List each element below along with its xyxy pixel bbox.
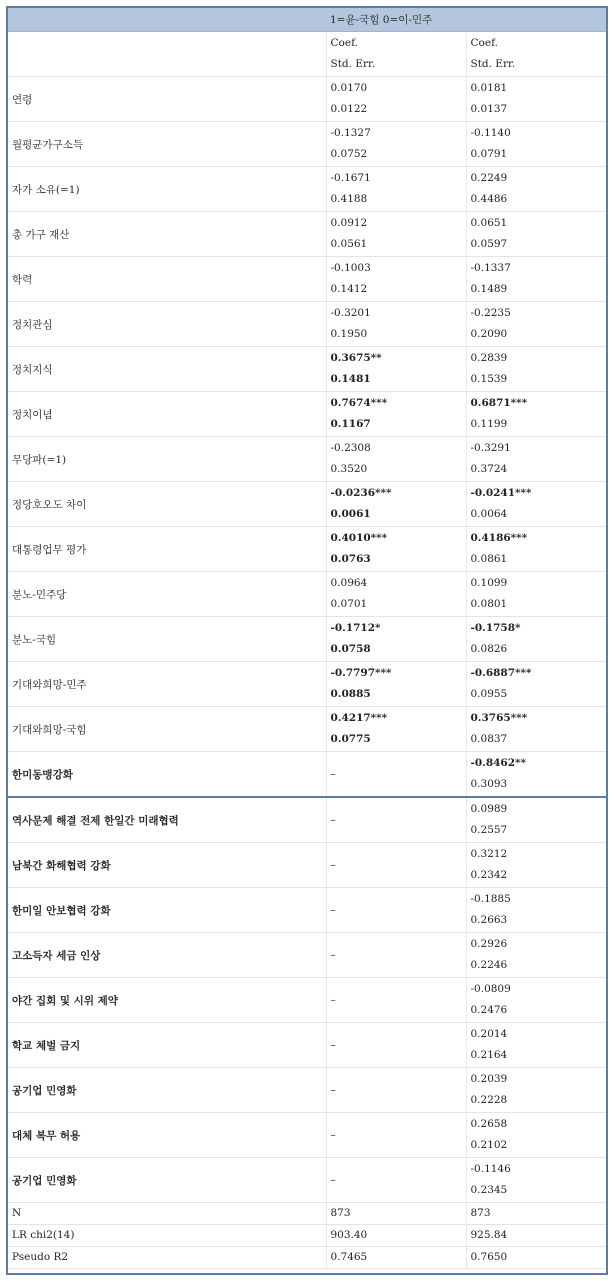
table-row [8,482,606,527]
model1-values [331,261,466,297]
coefficient-value: 0.3765*** [470,712,528,724]
model1-stat-value: 0.7465 [326,1247,466,1269]
not-included-dash: – [330,994,336,1006]
model2-values [471,621,607,657]
variable-label: 무당파(=1) [8,437,326,482]
coefficient-value: -0.7797*** [330,667,392,679]
std-error-value: 0.1412 [330,283,368,295]
model2-cell [466,77,606,122]
model2-values [471,531,607,567]
regression-table-frame [6,6,608,1275]
model2-values [471,261,607,297]
table-row [8,617,606,662]
table-row [8,797,606,843]
table-row [8,212,606,257]
coefficient-value: -0.6887*** [470,667,532,679]
model2-cell [466,437,606,482]
variable-label: 공기업 민영화 [8,1158,326,1203]
variable-label: 남북간 화해협력 강화 [8,843,326,888]
regression-table [8,8,606,1269]
model2-values [471,1072,607,1108]
std-error-value: 0.0122 [330,103,368,115]
std-error-value: 0.1539 [470,373,508,385]
coefficient-value: -0.8462** [470,757,527,769]
coefficient-value: 0.2014 [470,1028,508,1040]
coefficient-value: 0.3675** [330,352,382,364]
table-row [8,167,606,212]
table-row [8,347,606,392]
dependent-variable-header: 1=윤-국힘 0=이-민주 [326,8,606,32]
variable-label: 분노-국힘 [8,617,326,662]
coefficient-value: -0.3291 [470,442,511,454]
model1-stat-value: 873 [326,1203,466,1225]
variable-label: 기대와희망-민주 [8,662,326,707]
std-error-value: 0.2246 [470,959,508,971]
variable-label: 대통령업무 평가 [8,527,326,572]
table-row [8,1023,606,1068]
model2-cell [466,752,606,798]
std-error-value: 0.0701 [330,598,368,610]
model2-values [471,486,607,522]
variable-label: 정치지식 [8,347,326,392]
variable-label: 총 가구 재산 [8,212,326,257]
std-error-value: 0.0064 [470,508,508,520]
variable-label: 한미동맹강화 [8,752,326,798]
model1-cell [326,1068,466,1113]
not-included-dash: – [330,1129,336,1141]
table-row [8,1068,606,1113]
std-error-value: 0.0763 [330,553,371,565]
model2-values [471,802,607,838]
coefficient-value: -0.1003 [330,262,371,274]
coefficient-value: 0.2839 [470,352,508,364]
model2-stat-value: 925.84 [466,1225,606,1247]
stat-label: Pseudo R2 [8,1247,326,1269]
table-row [8,662,606,707]
std-error-value: 0.0561 [330,238,368,250]
coefficient-value: 0.0651 [470,217,508,229]
coefficient-value: -0.0236*** [330,487,392,499]
not-included-dash: – [330,1084,336,1096]
variable-label: 고소득자 세금 인상 [8,933,326,978]
std-error-value: 0.4486 [470,193,508,205]
model2-cell [466,662,606,707]
model1-values [331,306,466,342]
model2-values [471,351,607,387]
model1-values [331,126,466,162]
coefficient-value: -0.1140 [470,127,511,139]
model1-cell [326,302,466,347]
model1-cell [326,662,466,707]
model2-cell [466,888,606,933]
not-included-dash: – [330,859,336,871]
not-included-dash: – [330,949,336,961]
model2-cell [466,572,606,617]
model1-values [331,441,466,477]
model2-cell [466,257,606,302]
coefficient-value: 0.0989 [470,803,508,815]
model1-values [331,711,466,747]
model2-values [471,892,607,928]
std-error-value: 0.2102 [470,1139,508,1151]
table-row [8,122,606,167]
model2-values [471,216,607,252]
coefficient-value: 0.4217*** [330,712,388,724]
coefficient-value: 0.3212 [470,848,508,860]
variable-label: 대체 복무 허용 [8,1113,326,1158]
std-error-value: 0.0752 [330,148,368,160]
model1-values [331,486,466,522]
model1-cell [326,1113,466,1158]
std-error-value: 0.0826 [470,643,508,655]
model1-column-header [326,32,466,77]
std-error-value: 0.2342 [470,869,508,881]
model1-cell [326,888,466,933]
std-error-value: 0.0758 [330,643,371,655]
model1-cell [326,212,466,257]
coefficient-value: -0.1146 [470,1163,511,1175]
model2-values [471,576,607,612]
stat-row [8,1203,606,1225]
model2-values [471,937,607,973]
std-error-value: 0.0861 [470,553,508,565]
std-error-value: 0.0597 [470,238,508,250]
std-error-value: 0.2090 [470,328,508,340]
model2-cell [466,482,606,527]
stat-label: N [8,1203,326,1225]
model1-values [331,621,466,657]
table-row [8,437,606,482]
std-error-value: 0.3724 [470,463,508,475]
table-row [8,888,606,933]
table-row [8,978,606,1023]
std-error-value: 0.0837 [470,733,508,745]
std-error-value: 0.0061 [330,508,371,520]
coefficient-value: 0.6871*** [470,397,528,409]
model2-values [471,982,607,1018]
std-error-value: 0.1950 [330,328,368,340]
table-row [8,752,606,798]
variable-label: 야간 집회 및 시위 제약 [8,978,326,1023]
model2-cell [466,617,606,662]
model1-values [331,171,466,207]
table-row [8,392,606,437]
model1-cell [326,797,466,843]
model2-cell [466,167,606,212]
std-error-value: 0.1489 [470,283,508,295]
std-error-value: 0.0791 [470,148,508,160]
model1-values [331,666,466,702]
table-row [8,1113,606,1158]
table-row [8,572,606,617]
std-error-value: 0.0137 [470,103,508,115]
variable-label: 정치이념 [8,392,326,437]
table-row [8,527,606,572]
coefficient-value: -0.1671 [330,172,371,184]
model1-stat-value: 903.40 [326,1225,466,1247]
variable-label: 정당호오도 차이 [8,482,326,527]
coefficient-value: -0.1885 [470,893,511,905]
model2-cell [466,1158,606,1203]
coefficient-value: 0.0912 [330,217,368,229]
coefficient-value: 0.2249 [470,172,508,184]
table-row [8,707,606,752]
coefficient-value: 0.0964 [330,577,368,589]
model1-values [331,396,466,432]
model1-cell [326,572,466,617]
coefficient-value: -0.3201 [330,307,371,319]
model2-values [471,441,607,477]
not-included-dash: – [330,904,336,916]
variable-label: 한미일 안보협력 강화 [8,888,326,933]
model1-values [331,531,466,567]
model2-cell [466,933,606,978]
coefficient-value: -0.0241*** [470,487,532,499]
std-error-value: 0.2164 [470,1049,508,1061]
table-subheader-row [8,32,606,77]
std-error-value: 0.2663 [470,914,508,926]
coefficient-value: -0.2235 [470,307,511,319]
header-empty-cell [8,8,326,32]
variable-label: 공기업 민영화 [8,1068,326,1113]
subheader-empty-cell [8,32,326,77]
model1-cell [326,527,466,572]
std-error-value: 0.0775 [330,733,371,745]
std-error-value: 0.2476 [470,1004,508,1016]
model1-cell [326,77,466,122]
model2-values [471,81,607,117]
model2-cell [466,797,606,843]
model1-cell [326,167,466,212]
model2-values [471,126,607,162]
model1-cell [326,617,466,662]
std-error-value: 0.2557 [470,824,508,836]
std-error-value: 0.0885 [330,688,371,700]
stat-label: LR chi2(14) [8,1225,326,1247]
table-row [8,257,606,302]
table-row [8,77,606,122]
model2-values [471,396,607,432]
model2-cell [466,212,606,257]
model2-values [471,711,607,747]
not-included-dash: – [330,1174,336,1186]
coefficient-value: 0.7674*** [330,397,388,409]
stat-row [8,1225,606,1247]
std-error-value: 0.1199 [470,418,508,430]
model2-cell [466,302,606,347]
table-header-row [8,8,606,32]
model1-values [331,216,466,252]
model2-cell [466,707,606,752]
model2-column-header [466,32,606,77]
coefficient-value: -0.0809 [470,983,511,995]
std-error-value: 0.2228 [470,1094,508,1106]
coefficient-value: -0.2308 [330,442,371,454]
model1-cell [326,122,466,167]
std-error-value: 0.3520 [330,463,368,475]
model1-cell [326,392,466,437]
coefficient-value: 0.1099 [470,577,508,589]
coef-header: Coef. [330,37,358,49]
model1-cell [326,347,466,392]
variable-label: 월평균가구소득 [8,122,326,167]
table-row [8,302,606,347]
not-included-dash: – [330,814,336,826]
model2-cell [466,1068,606,1113]
model2-values [471,756,607,792]
std-error-value: 0.3093 [470,778,508,790]
model2-cell [466,392,606,437]
stderr-header: Std. Err. [470,58,516,70]
model2-values [471,666,607,702]
model1-cell [326,1023,466,1068]
model2-cell [466,843,606,888]
variable-label: 정치관심 [8,302,326,347]
model2-cell [466,978,606,1023]
model1-cell [326,843,466,888]
model2-cell [466,122,606,167]
table-row [8,843,606,888]
not-included-dash: – [330,768,336,780]
model1-cell [326,978,466,1023]
variable-label: 학력 [8,257,326,302]
model1-values [331,351,466,387]
table-row [8,1158,606,1203]
model1-values [331,81,466,117]
model2-values [471,847,607,883]
not-included-dash: – [330,1039,336,1051]
coefficient-value: 0.2658 [470,1118,508,1130]
std-error-value: 0.4188 [330,193,368,205]
coefficient-value: 0.2926 [470,938,508,950]
model1-cell [326,707,466,752]
coefficient-value: 0.0181 [470,82,508,94]
coefficient-value: 0.4010*** [330,532,388,544]
coefficient-value: -0.1327 [330,127,371,139]
model2-cell [466,527,606,572]
coefficient-value: 0.2039 [470,1073,508,1085]
stderr-header: Std. Err. [330,58,376,70]
table-row [8,933,606,978]
coefficient-value: 0.4186*** [470,532,528,544]
model1-cell [326,437,466,482]
std-error-value: 0.2345 [470,1184,508,1196]
coefficient-value: 0.0170 [330,82,368,94]
model2-stat-value: 873 [466,1203,606,1225]
variable-label: 분노-민주당 [8,572,326,617]
model1-cell [326,933,466,978]
model1-values [331,576,466,612]
variable-label: 학교 체벌 금지 [8,1023,326,1068]
std-error-value: 0.1481 [330,373,371,385]
variable-label: 자가 소유(=1) [8,167,326,212]
coefficient-value: -0.1712* [330,622,381,634]
model1-cell [326,482,466,527]
model2-values [471,306,607,342]
variable-label: 연령 [8,77,326,122]
model2-values [471,171,607,207]
coefficient-value: -0.1758* [470,622,521,634]
model2-cell [466,1113,606,1158]
coefficient-value: -0.1337 [470,262,511,274]
std-error-value: 0.0801 [470,598,508,610]
model2-values [471,1162,607,1198]
model2-cell [466,347,606,392]
variable-label: 기대와희망-국힘 [8,707,326,752]
stat-row [8,1247,606,1269]
model2-stat-value: 0.7650 [466,1247,606,1269]
model2-cell [466,1023,606,1068]
coef-header: Coef. [470,37,498,49]
model1-cell [326,257,466,302]
std-error-value: 0.1167 [330,418,371,430]
variable-label: 역사문제 해결 전제 한일간 미래협력 [8,797,326,843]
std-error-value: 0.0955 [470,688,508,700]
model2-values [471,1117,607,1153]
model1-cell [326,1158,466,1203]
model2-values [471,1027,607,1063]
model1-cell [326,752,466,798]
